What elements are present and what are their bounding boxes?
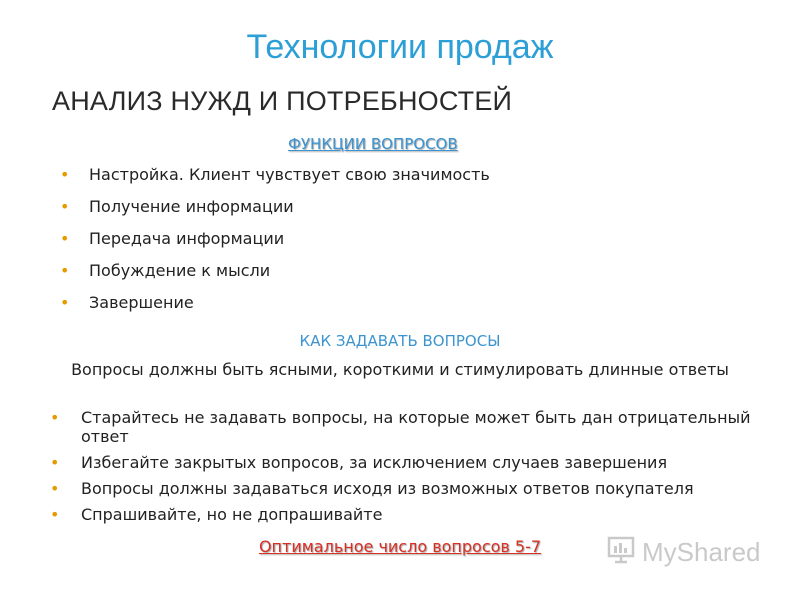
list-item-text: Старайтесь не задавать вопросы, на которые может быть дан отрицательный ответ xyxy=(81,408,751,446)
section-functions-title: ФУНКЦИИ ВОПРОСОВ xyxy=(288,135,458,153)
slide-title: Технологии продаж xyxy=(246,28,554,66)
list-item-text: Завершение xyxy=(89,293,194,312)
list-item-text: Спрашивайте, но не допрашивайте xyxy=(81,505,383,524)
bullet-icon: • xyxy=(60,197,70,216)
bullet-icon: • xyxy=(50,408,60,427)
presentation-board-icon xyxy=(606,535,636,569)
bullet-icon: • xyxy=(50,479,60,498)
list-item xyxy=(60,228,490,260)
bullet-icon: • xyxy=(60,293,70,312)
list-item xyxy=(50,505,780,524)
functions-list xyxy=(60,164,490,324)
optimal-questions-note: Оптимальное число вопросов 5-7 xyxy=(258,537,542,556)
bullet-icon: • xyxy=(50,505,60,524)
list-item xyxy=(50,408,780,446)
watermark-text: MyShared xyxy=(642,536,761,567)
bullet-icon: • xyxy=(60,229,70,248)
list-item-text: Настройка. Клиент чувствует свою значимость xyxy=(89,165,490,184)
list-item xyxy=(50,479,780,498)
list-item xyxy=(50,453,780,472)
slide-subtitle: АНАЛИЗ НУЖД И ПОТРЕБНОСТЕЙ xyxy=(52,86,513,116)
list-item-text: Передача информации xyxy=(89,229,285,248)
list-item-text: Избегайте закрытых вопросов, за исключением случаев завершения xyxy=(81,453,668,472)
bullet-icon: • xyxy=(60,165,70,184)
watermark-logo xyxy=(606,535,761,569)
how-to-ask-list xyxy=(50,408,780,531)
list-item xyxy=(60,164,490,196)
section-how-to-ask-description: Вопросы должны быть ясными, короткими и стимулировать длинные ответы xyxy=(71,360,729,379)
list-item-text: Побуждение к мысли xyxy=(89,261,271,280)
bullet-icon: • xyxy=(50,453,60,472)
list-item xyxy=(60,260,490,292)
list-item-text: Получение информации xyxy=(89,197,294,216)
bullet-icon: • xyxy=(60,261,70,280)
list-item xyxy=(60,292,490,324)
list-item-text: Вопросы должны задаваться исходя из возможных ответов покупателя xyxy=(81,479,694,498)
list-item xyxy=(60,196,490,228)
section-how-to-ask-title: КАК ЗАДАВАТЬ ВОПРОСЫ xyxy=(299,332,501,350)
